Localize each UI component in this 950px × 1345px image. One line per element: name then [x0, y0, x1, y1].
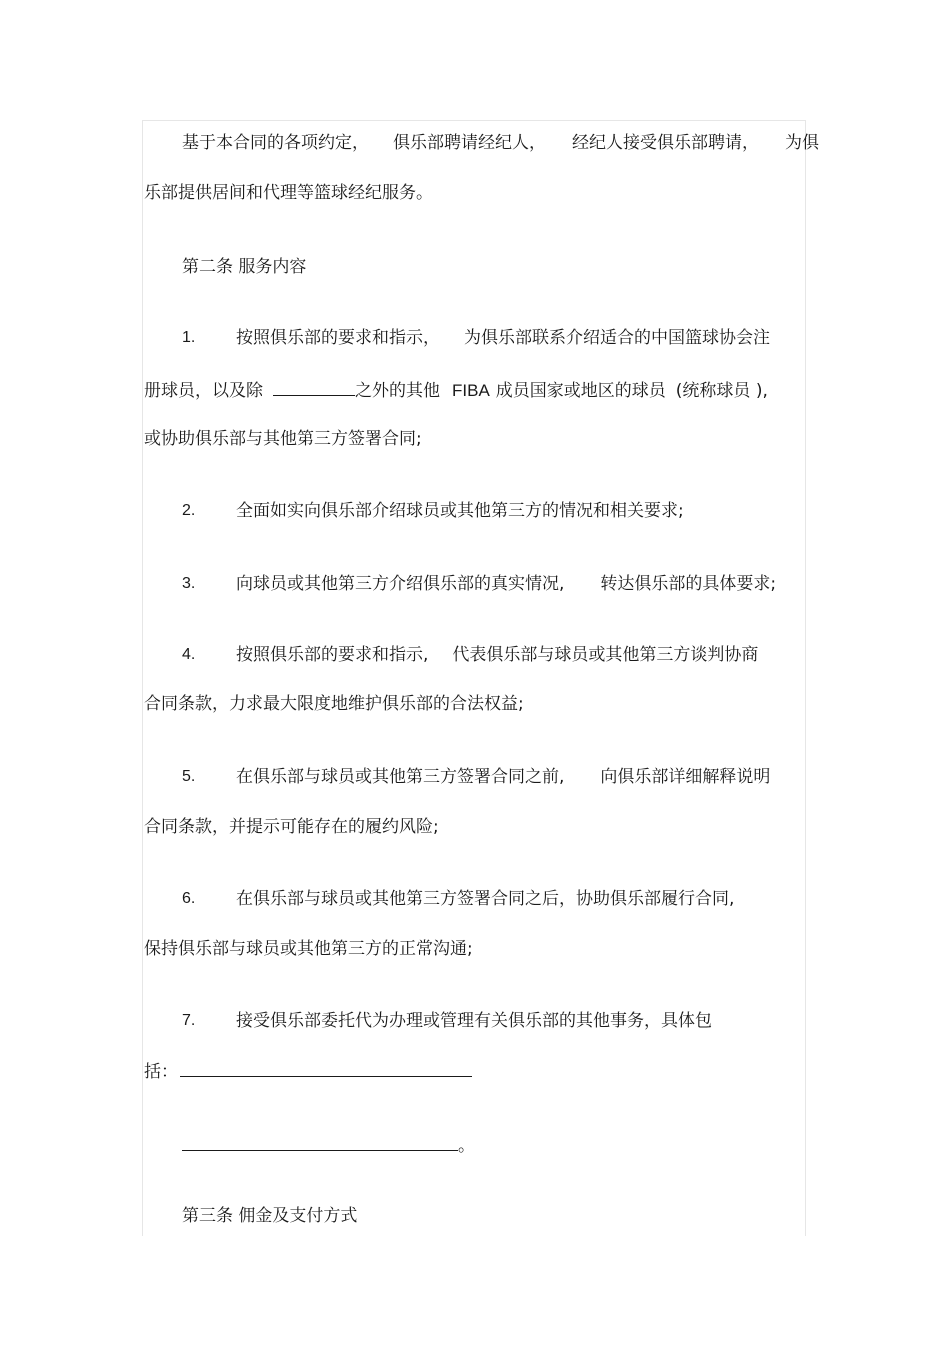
item-1-line-3: 或协助俱乐部与其他第三方签署合同;: [144, 429, 422, 449]
item-7-end-period: 。: [458, 1136, 475, 1156]
item-1-b1: 册球员，以及除: [144, 381, 263, 401]
item-4-line-2: 合同条款，力求最大限度地维护俱乐部的合法权益;: [144, 694, 524, 714]
blank-other-matters-1[interactable]: [180, 1058, 472, 1077]
intro-seg-2: 俱乐部聘请经纪人，: [393, 133, 546, 153]
intro-line-2: 乐部提供居间和代理等篮球经纪服务。: [144, 183, 433, 203]
item-1-number: 1.: [182, 329, 196, 346]
item-3-seg-2: 转达俱乐部的具体要求;: [600, 574, 777, 594]
item-1-b5: (统称球员 ),: [675, 381, 768, 401]
item-1-line-1: [236, 326, 770, 350]
item-2-line-1: 全面如实向俱乐部介绍球员或其他第三方的情况和相关要求;: [236, 501, 684, 521]
item-2-number: 2.: [182, 502, 196, 519]
item-1-seg-2: 为俱乐部联系介绍适合的中国篮球协会注: [464, 328, 770, 348]
item-7-line-2: [144, 1058, 472, 1084]
item-3-line-1: [236, 572, 776, 596]
item-1-line-2: [144, 377, 768, 403]
intro-seg-3: 经纪人接受俱乐部聘请，: [572, 133, 759, 153]
item-5-line-1: [236, 765, 770, 789]
item-5-seg-2: 向俱乐部详细解释说明: [600, 767, 771, 787]
item-1-b4: 成员国家或地区的球员: [495, 381, 666, 401]
item-5-line-2: 合同条款，并提示可能存在的履约风险;: [144, 817, 439, 837]
item-7-line-3: [182, 1132, 475, 1158]
item-5-number: 5.: [182, 768, 196, 785]
item-1-fiba: FIBA: [452, 381, 490, 400]
intro-seg-4: 为俱: [785, 133, 819, 153]
blank-other-matters-2[interactable]: [182, 1132, 458, 1151]
item-4-seg-2: 代表俱乐部与球员或其他第三方谈判协商: [452, 645, 759, 665]
item-7-number: 7.: [182, 1012, 196, 1029]
item-3-number: 3.: [182, 575, 196, 592]
item-1-seg-1: 按照俱乐部的要求和指示，: [236, 328, 440, 348]
item-4-number: 4.: [182, 646, 196, 663]
item-7-line-1: 接受俱乐部委托代为办理或管理有关俱乐部的其他事务，具体包: [236, 1011, 712, 1031]
intro-line-1: [182, 131, 819, 155]
item-4-seg-1: 按照俱乐部的要求和指示,: [236, 645, 429, 665]
blank-excluded-region[interactable]: [273, 377, 355, 396]
item-6-line-1: 在俱乐部与球员或其他第三方签署合同之后，协助俱乐部履行合同,: [236, 889, 735, 909]
item-6-line-2: 保持俱乐部与球员或其他第三方的正常沟通;: [144, 939, 473, 959]
item-7-b: 括：: [144, 1062, 178, 1082]
item-1-b2: 之外的其他: [355, 381, 440, 401]
item-6-number: 6.: [182, 890, 196, 907]
item-4-line-1: [236, 643, 758, 667]
article-3-heading: 第三条 佣金及支付方式: [182, 1206, 358, 1226]
item-3-seg-1: 向球员或其他第三方介绍俱乐部的真实情况,: [236, 574, 565, 594]
article-2-heading: 第二条 服务内容: [182, 257, 307, 277]
item-5-seg-1: 在俱乐部与球员或其他第三方签署合同之前,: [236, 767, 565, 787]
intro-seg-1: 基于本合同的各项约定，: [182, 133, 369, 153]
